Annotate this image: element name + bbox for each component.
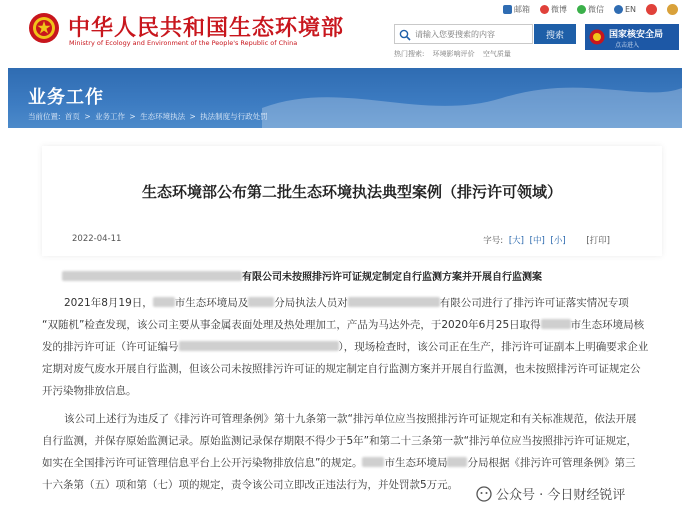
paragraph-2 (42, 408, 664, 496)
article-header-card (42, 146, 662, 256)
mail-link[interactable]: 邮箱 (503, 4, 530, 15)
account-link[interactable] (667, 4, 678, 15)
top-links (503, 4, 678, 15)
user-icon (667, 4, 678, 15)
section-title: 业务工作 (28, 87, 104, 108)
text-line: 定期对废气废水开展自行监测，但该公司未按照排污许可证的规定制定自行监测方案并开展自行监测，也未按照排污许可证规定公 (42, 363, 641, 375)
text-line: 如实在全国排污许可证管理信息平台上公开污染物排放信息”的规定。 市生态环境局 分局根据《排污许可管理条例》第三 (42, 457, 636, 469)
text-line: 2021年8月19日， 市生态环境局及 分局执法人员对 有限公司进行了排污许可证落实情况专项 (64, 297, 629, 309)
nnsa-title: 国家核安全局 (609, 30, 664, 40)
text-line: 开污染物排放信息。 (42, 385, 137, 397)
breadcrumb-penalty[interactable]: 执法制度与行政处罚 (200, 112, 268, 121)
breadcrumb-enforcement[interactable]: 生态环境执法 (140, 112, 186, 121)
watermark-text: 公众号 · 今日财经锐评 (496, 488, 626, 503)
nnsa-enter: 点击进入 (615, 42, 640, 49)
hot-search-item[interactable]: 环境影响评价 (432, 50, 475, 58)
breadcrumb (28, 111, 270, 122)
weibo-share-icon (646, 4, 657, 15)
site-subtitle: Ministry of Ecology and Environment of the People's Republic of China (69, 39, 298, 47)
breadcrumb-separator: > (129, 112, 136, 121)
search-input[interactable] (415, 27, 531, 41)
section-banner (8, 68, 682, 128)
wechat-watermark (474, 484, 627, 503)
nnsa-emblem-icon (589, 29, 605, 45)
hot-search-label: 热门搜索: (394, 50, 425, 58)
weibo-icon (540, 5, 549, 14)
search-button[interactable]: 搜索 (534, 24, 576, 44)
article-title: 生态环境部公布第二批生态环境执法典型案例（排污许可领域） (141, 183, 562, 201)
hot-search-item[interactable]: 空气质量 (482, 50, 511, 58)
breadcrumb-label: 当前位置: (28, 112, 61, 121)
breadcrumb-business[interactable]: 业务工作 (95, 112, 125, 121)
site-header (0, 0, 692, 64)
font-size-label: 字号: (483, 236, 504, 246)
redacted-text (62, 271, 242, 281)
weibo-link[interactable]: 微博 (540, 4, 567, 15)
wechat-link[interactable]: 微信 (577, 4, 604, 15)
english-link[interactable]: EN (614, 5, 636, 14)
font-small-button[interactable]: [小] (550, 236, 566, 246)
article-date: 2022-04-11 (72, 234, 122, 244)
wechat-icon (577, 5, 586, 14)
breadcrumb-separator: > (84, 112, 91, 121)
text-line: “双随机”检查发现，该公司主要从事金属表面处理及热处理加工，产品为马达外壳，于2020年6月25日取得 市生态环境局核 (42, 319, 645, 331)
text-line: 该公司上述行为违反了《排污许可管理条例》第十九条第一款“排污单位应当按照排污许可证规定和有关标准规范，依法开展 (64, 413, 637, 425)
text-line: 十六条第（五）项和第（七）项的规定，责令该公司立即改正违法行为，并处罚款5万元。 (42, 479, 459, 491)
globe-icon (614, 5, 623, 14)
print-button[interactable]: [打印] (586, 236, 610, 246)
nnsa-link-button[interactable] (585, 24, 679, 50)
search-box (394, 24, 533, 44)
article-tools (480, 234, 610, 246)
site-title[interactable]: 中华人民共和国生态环境部 (68, 16, 345, 41)
text-line: 自行监测，并保存原始监测记录。原始监测记录保存期限不得少于5年”和第二十三条第一款“排污单位应当按照排污许可证规定， (42, 435, 638, 447)
search-icon (399, 29, 411, 41)
breadcrumb-separator: > (189, 112, 196, 121)
breadcrumb-home[interactable]: 首页 (64, 112, 80, 121)
font-medium-button[interactable]: [中] (529, 236, 545, 246)
banner-decoration (262, 68, 682, 128)
font-large-button[interactable]: [大] (508, 236, 524, 246)
national-emblem-icon[interactable] (28, 12, 60, 44)
paragraph-1 (42, 292, 664, 402)
weibo-share-link[interactable] (646, 4, 657, 15)
mail-icon (503, 5, 512, 14)
text-line: 发的排污许可证（许可证编号 ），现场检查时，该公司正在生产，排污许可证副本上明确要求企业 (42, 341, 649, 353)
hot-search (394, 49, 517, 59)
case-title: 有限公司未按照排污许可证规定制定自行监测方案并开展自行监测案 (62, 268, 542, 283)
wechat-official-account-icon (476, 486, 492, 502)
